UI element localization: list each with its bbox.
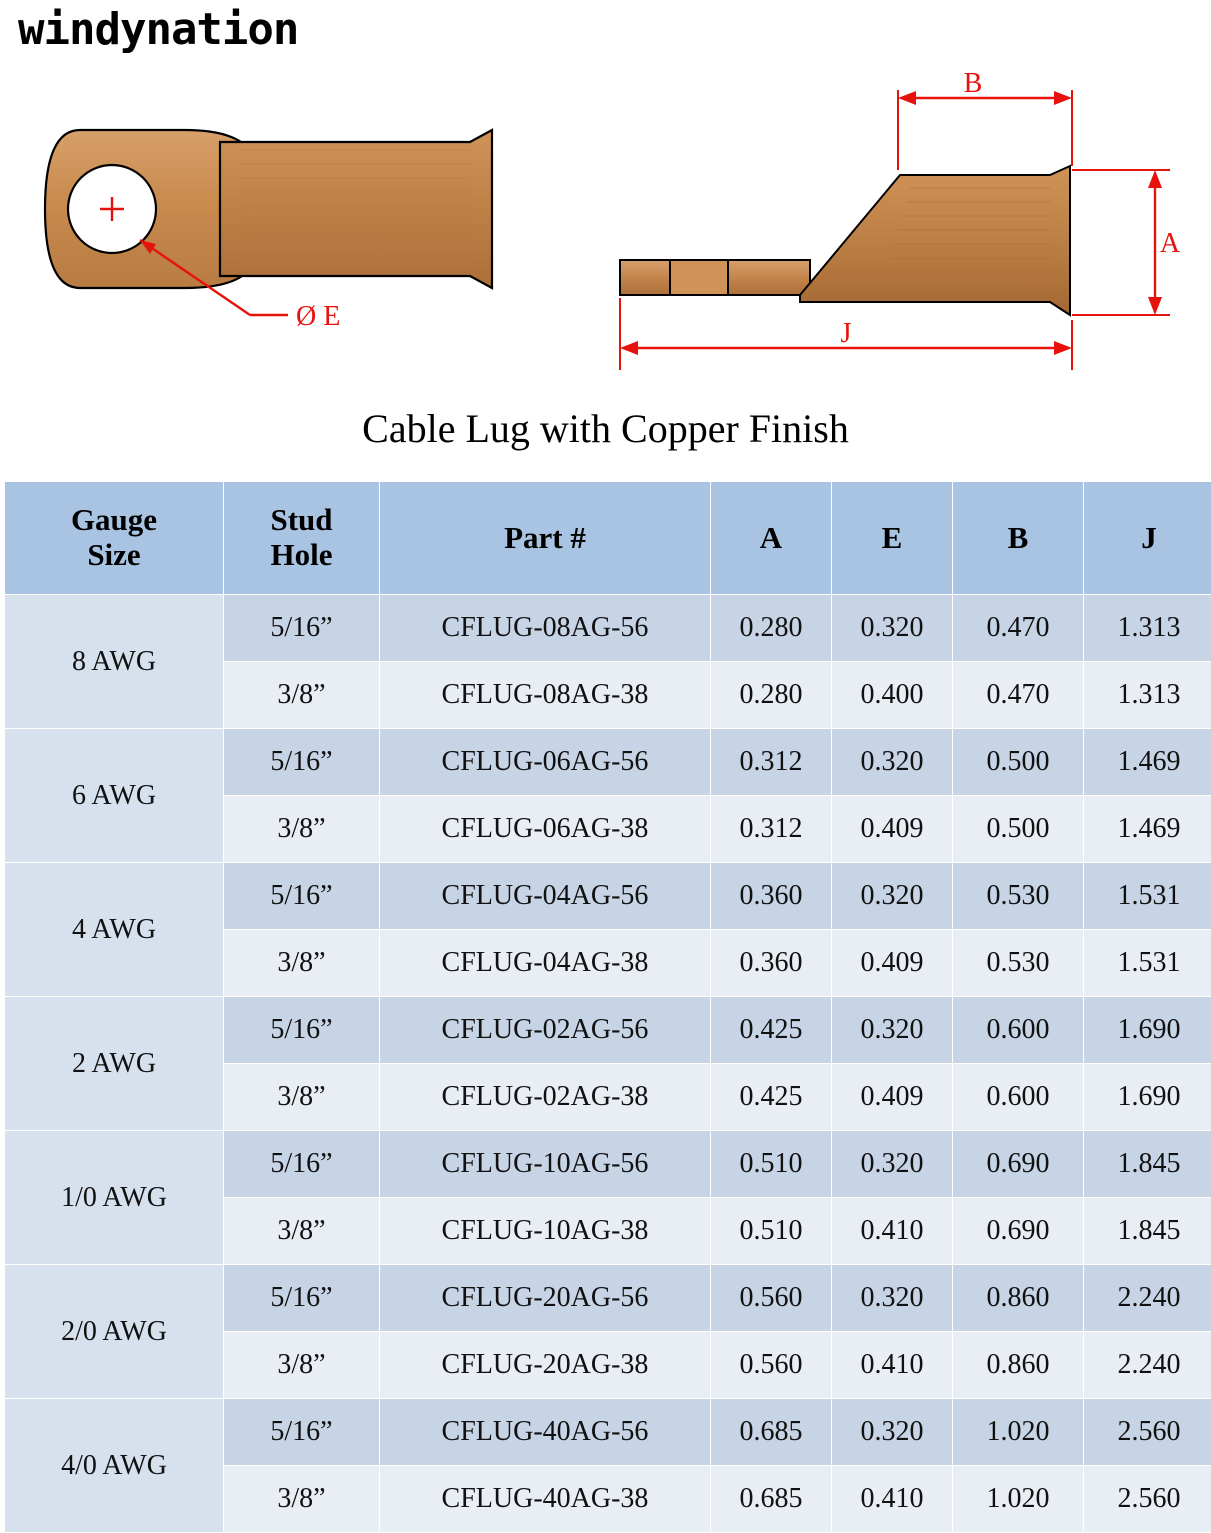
cell-a: 0.425 (711, 997, 832, 1064)
cell-j: 2.560 (1084, 1466, 1211, 1533)
cell-b: 0.860 (953, 1332, 1084, 1399)
cell-gauge-size: 1/0 AWG (5, 1131, 224, 1265)
table-row (5, 863, 1211, 930)
lug-top-view-diagram (40, 120, 560, 420)
cell-e: 0.320 (832, 1265, 953, 1332)
column-header-e: E (832, 482, 953, 595)
cell-j: 2.240 (1084, 1265, 1211, 1332)
cell-b: 0.470 (953, 595, 1084, 662)
cell-a: 0.280 (711, 662, 832, 729)
header-line-2: Hole (224, 538, 379, 573)
header-line-1: Stud (224, 503, 379, 538)
cell-j: 2.560 (1084, 1399, 1211, 1466)
cell-part-number: CFLUG-10AG-56 (380, 1131, 711, 1198)
cell-e: 0.320 (832, 1399, 953, 1466)
column-header-gauge-size (5, 482, 224, 595)
cell-b: 0.500 (953, 729, 1084, 796)
cell-part-number: CFLUG-10AG-38 (380, 1198, 711, 1265)
cell-b: 0.600 (953, 997, 1084, 1064)
cell-a: 0.312 (711, 796, 832, 863)
cell-j: 1.531 (1084, 863, 1211, 930)
cell-stud-hole: 5/16” (224, 1131, 380, 1198)
cell-b: 0.470 (953, 662, 1084, 729)
cell-part-number: CFLUG-06AG-38 (380, 796, 711, 863)
cell-gauge-size: 4/0 AWG (5, 1399, 224, 1533)
column-header-a: A (711, 482, 832, 595)
cell-part-number: CFLUG-02AG-38 (380, 1064, 711, 1131)
cell-a: 0.560 (711, 1265, 832, 1332)
cell-part-number: CFLUG-04AG-56 (380, 863, 711, 930)
cell-a: 0.360 (711, 863, 832, 930)
cell-b: 0.690 (953, 1198, 1084, 1265)
table-row (5, 1131, 1211, 1198)
cell-part-number: CFLUG-08AG-38 (380, 662, 711, 729)
cell-gauge-size: 2/0 AWG (5, 1265, 224, 1399)
cell-e: 0.320 (832, 863, 953, 930)
cell-gauge-size: 4 AWG (5, 863, 224, 997)
cell-stud-hole: 5/16” (224, 863, 380, 930)
header-line-1: Gauge (5, 503, 223, 538)
cell-e: 0.410 (832, 1332, 953, 1399)
cell-stud-hole: 5/16” (224, 729, 380, 796)
cell-part-number: CFLUG-02AG-56 (380, 997, 711, 1064)
cell-b: 0.500 (953, 796, 1084, 863)
cell-e: 0.320 (832, 997, 953, 1064)
table-row (5, 595, 1211, 662)
cell-b: 1.020 (953, 1466, 1084, 1533)
cell-e: 0.400 (832, 662, 953, 729)
cell-a: 0.510 (711, 1131, 832, 1198)
cell-stud-hole: 3/8” (224, 662, 380, 729)
cell-j: 1.845 (1084, 1131, 1211, 1198)
table-row (5, 729, 1211, 796)
cell-a: 0.510 (711, 1198, 832, 1265)
dimension-a-label: A (1160, 228, 1181, 259)
cell-e: 0.320 (832, 1131, 953, 1198)
cell-j: 1.313 (1084, 595, 1211, 662)
cell-j: 1.690 (1084, 997, 1211, 1064)
cell-part-number: CFLUG-06AG-56 (380, 729, 711, 796)
cell-stud-hole: 3/8” (224, 796, 380, 863)
cell-b: 0.860 (953, 1265, 1084, 1332)
table-header (5, 482, 1211, 595)
cell-stud-hole: 5/16” (224, 1265, 380, 1332)
cell-b: 0.600 (953, 1064, 1084, 1131)
cell-j: 1.690 (1084, 1064, 1211, 1131)
cell-gauge-size: 2 AWG (5, 997, 224, 1131)
cell-j: 1.845 (1084, 1198, 1211, 1265)
cell-stud-hole: 5/16” (224, 595, 380, 662)
cell-e: 0.320 (832, 595, 953, 662)
cell-a: 0.280 (711, 595, 832, 662)
product-diagram (0, 70, 1211, 400)
cell-a: 0.685 (711, 1399, 832, 1466)
cell-a: 0.425 (711, 1064, 832, 1131)
column-header-b: B (953, 482, 1084, 595)
column-header-j: J (1084, 482, 1211, 595)
table-row (5, 1399, 1211, 1466)
cell-e: 0.409 (832, 1064, 953, 1131)
cell-gauge-size: 8 AWG (5, 595, 224, 729)
cell-part-number: CFLUG-20AG-38 (380, 1332, 711, 1399)
cell-part-number: CFLUG-08AG-56 (380, 595, 711, 662)
cell-part-number: CFLUG-40AG-56 (380, 1399, 711, 1466)
table-row (5, 1265, 1211, 1332)
cell-j: 2.240 (1084, 1332, 1211, 1399)
hole-diameter-label: Ø E (296, 301, 340, 332)
cell-a: 0.360 (711, 930, 832, 997)
cell-e: 0.409 (832, 796, 953, 863)
cell-stud-hole: 3/8” (224, 1466, 380, 1533)
cell-stud-hole: 3/8” (224, 1198, 380, 1265)
cell-part-number: CFLUG-40AG-38 (380, 1466, 711, 1533)
table-row (5, 997, 1211, 1064)
cell-b: 0.530 (953, 930, 1084, 997)
dimension-b-label: B (964, 70, 983, 99)
cell-stud-hole: 3/8” (224, 1332, 380, 1399)
specifications-table (4, 481, 1211, 1533)
cell-b: 1.020 (953, 1399, 1084, 1466)
cell-e: 0.410 (832, 1198, 953, 1265)
cell-stud-hole: 3/8” (224, 930, 380, 997)
cell-e: 0.410 (832, 1466, 953, 1533)
cell-stud-hole: 5/16” (224, 997, 380, 1064)
cell-part-number: CFLUG-04AG-38 (380, 930, 711, 997)
table-body (5, 595, 1211, 1533)
table-header-row (5, 482, 1211, 595)
cell-part-number: CFLUG-20AG-56 (380, 1265, 711, 1332)
cell-a: 0.685 (711, 1466, 832, 1533)
page-title: Cable Lug with Copper Finish (0, 405, 1211, 452)
cell-e: 0.409 (832, 930, 953, 997)
header-line-2: Size (5, 538, 223, 573)
cell-j: 1.531 (1084, 930, 1211, 997)
cell-a: 0.312 (711, 729, 832, 796)
dimension-j-label: J (841, 318, 852, 349)
cell-b: 0.690 (953, 1131, 1084, 1198)
cell-gauge-size: 6 AWG (5, 729, 224, 863)
cell-stud-hole: 3/8” (224, 1064, 380, 1131)
column-header-part-number: Part # (380, 482, 711, 595)
column-header-stud-hole (224, 482, 380, 595)
cell-j: 1.469 (1084, 796, 1211, 863)
cell-e: 0.320 (832, 729, 953, 796)
lug-side-view-diagram (610, 70, 1200, 400)
brand-logo: windynation (18, 4, 298, 55)
cell-a: 0.560 (711, 1332, 832, 1399)
cell-b: 0.530 (953, 863, 1084, 930)
cell-j: 1.469 (1084, 729, 1211, 796)
cell-j: 1.313 (1084, 662, 1211, 729)
cell-stud-hole: 5/16” (224, 1399, 380, 1466)
